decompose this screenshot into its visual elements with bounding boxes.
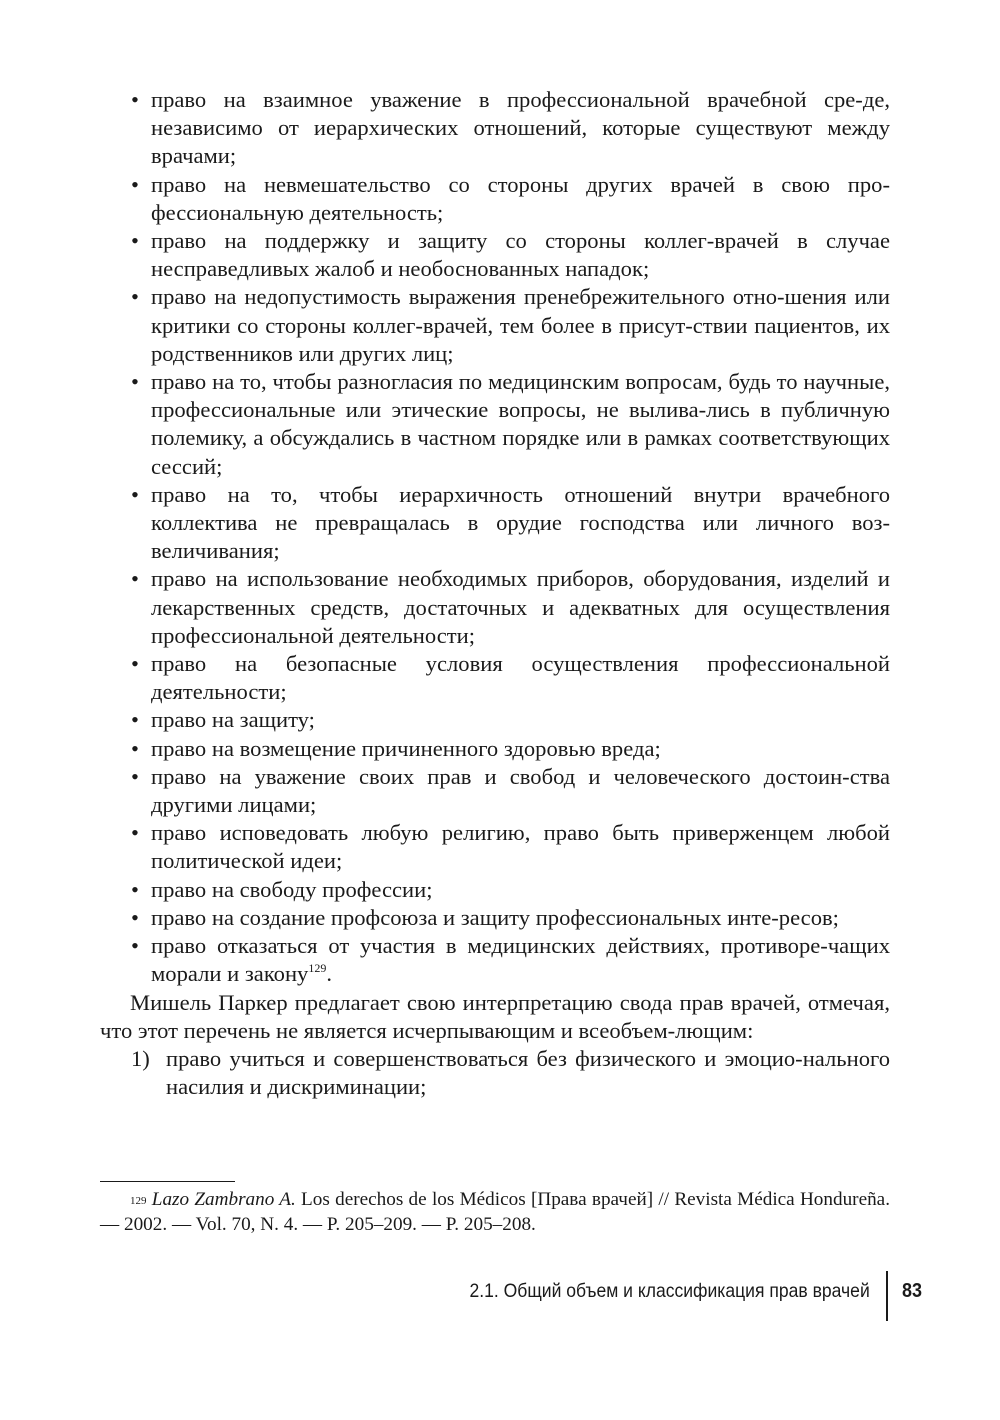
list-item xyxy=(100,283,890,368)
list-item xyxy=(100,819,890,875)
list-item xyxy=(100,481,890,566)
bullet-icon: • xyxy=(131,369,139,395)
list-item xyxy=(100,706,890,734)
bullet-icon: • xyxy=(131,904,139,930)
list-item-text: право на недопустимость выражения пренебрежительного отно-шения или критики со стороны коллег-врачей, тем более в присут-ствии пациентов, их родственников или других лиц; xyxy=(151,284,890,366)
list-item-text: право на то, чтобы иерархичность отношений внутри врачебного коллектива не превращалась в орудие господства или личного воз-величивания; xyxy=(151,481,890,564)
running-footer-title: 2.1. Общий объем и классификация прав врачей xyxy=(469,1280,870,1302)
list-item xyxy=(100,227,890,283)
numbered-item-text: право учиться и совершенствоваться без физического и эмоцио-нального насилия и дискриминации; xyxy=(166,1045,890,1100)
list-item-text: право исповедовать любую религию, право быть приверженцем любой политической идеи; xyxy=(151,820,890,874)
list-item xyxy=(100,763,890,819)
footnote-text: Los derechos de los Médicos [Права врачей] // Revista Médica Hondureña. — 2002. — Vol. 70, N. 4. — P. 205–209. — P. 205–208. xyxy=(100,1189,890,1235)
list-item-text: право на свободу профессии; xyxy=(151,876,433,902)
list-item-text: право на невмешательство со стороны других врачей в свою про-фессиональную деятельность; xyxy=(151,171,890,225)
numbered-item xyxy=(100,1045,890,1101)
bullet-icon: • xyxy=(131,228,139,254)
list-item-text: право на создание профсоюза и защиту профессиональных инте-ресов; xyxy=(151,904,839,930)
bullet-icon: • xyxy=(131,87,139,112)
bullet-icon: • xyxy=(131,707,139,733)
rights-list xyxy=(100,86,890,989)
bullet-icon: • xyxy=(131,763,139,789)
list-item-text: право на использование необходимых приборов, оборудования, изделий и лекарственных средств, достаточных и адекватных для осуществления профессиональной деятельности; xyxy=(151,566,890,648)
footnote xyxy=(100,1187,890,1237)
page-number: 83 xyxy=(902,1280,923,1302)
bullet-icon: • xyxy=(131,481,139,507)
body-paragraph: Мишель Паркер предлагает свою интерпретацию свода прав врачей, отмечая, что этот перечень не является исчерпывающим и всеобъем-лющим: xyxy=(100,989,890,1043)
list-item xyxy=(100,86,890,171)
list-item-text: право на возмещение причиненного здоровью вреда; xyxy=(151,735,661,761)
list-item-text: право на уважение своих прав и свобод и человеческого достоин-ства другими лицами; xyxy=(151,763,890,818)
footnote-divider xyxy=(100,1181,235,1182)
footer-divider xyxy=(886,1271,888,1321)
item-number: 1) xyxy=(131,1045,150,1071)
list-item-text: право на взаимное уважение в профессиональной врачебной сре-де, независимо от иерархических отношений, которые существуют между врачами; xyxy=(151,87,890,169)
bullet-icon: • xyxy=(131,735,139,761)
list-item-text: право на безопасные условия осуществления профессиональной деятельности; xyxy=(151,651,890,705)
bullet-icon: • xyxy=(131,566,139,592)
list-item xyxy=(100,876,890,904)
bullet-icon: • xyxy=(131,171,139,197)
list-item xyxy=(100,171,890,227)
bullet-icon: • xyxy=(131,876,139,902)
list-item xyxy=(100,368,890,481)
bullet-icon: • xyxy=(131,284,139,310)
bullet-icon: • xyxy=(131,651,139,677)
footnote-number: 129 xyxy=(130,1195,147,1207)
list-item-text: право на то, чтобы разногласия по медицинским вопросам, будь то научные, профессиональные или этические вопросы, не вылива-лись в публичную полемику, а обсуждались в частном порядке или в рамках соответствующих сессий; xyxy=(151,369,890,479)
bullet-icon: • xyxy=(131,933,139,959)
list-item-end: . xyxy=(326,961,332,987)
list-item-text: право на поддержку и защиту со стороны коллег-врачей в случае несправедливых жалоб и необоснованных нападок; xyxy=(151,228,890,282)
list-item xyxy=(100,735,890,763)
footnote-author: Lazo Zambrano A. xyxy=(151,1189,296,1210)
list-item-text: право на защиту; xyxy=(151,707,315,733)
bullet-icon: • xyxy=(131,820,139,846)
list-item xyxy=(100,932,890,988)
list-item-text: право отказаться от участия в медицинских действиях, противоре-чащих морали и закону xyxy=(151,933,890,987)
list-item xyxy=(100,565,890,650)
footnote-reference: 129 xyxy=(308,961,327,976)
list-item xyxy=(100,650,890,706)
list-item xyxy=(100,904,890,932)
main-text xyxy=(100,86,890,1101)
